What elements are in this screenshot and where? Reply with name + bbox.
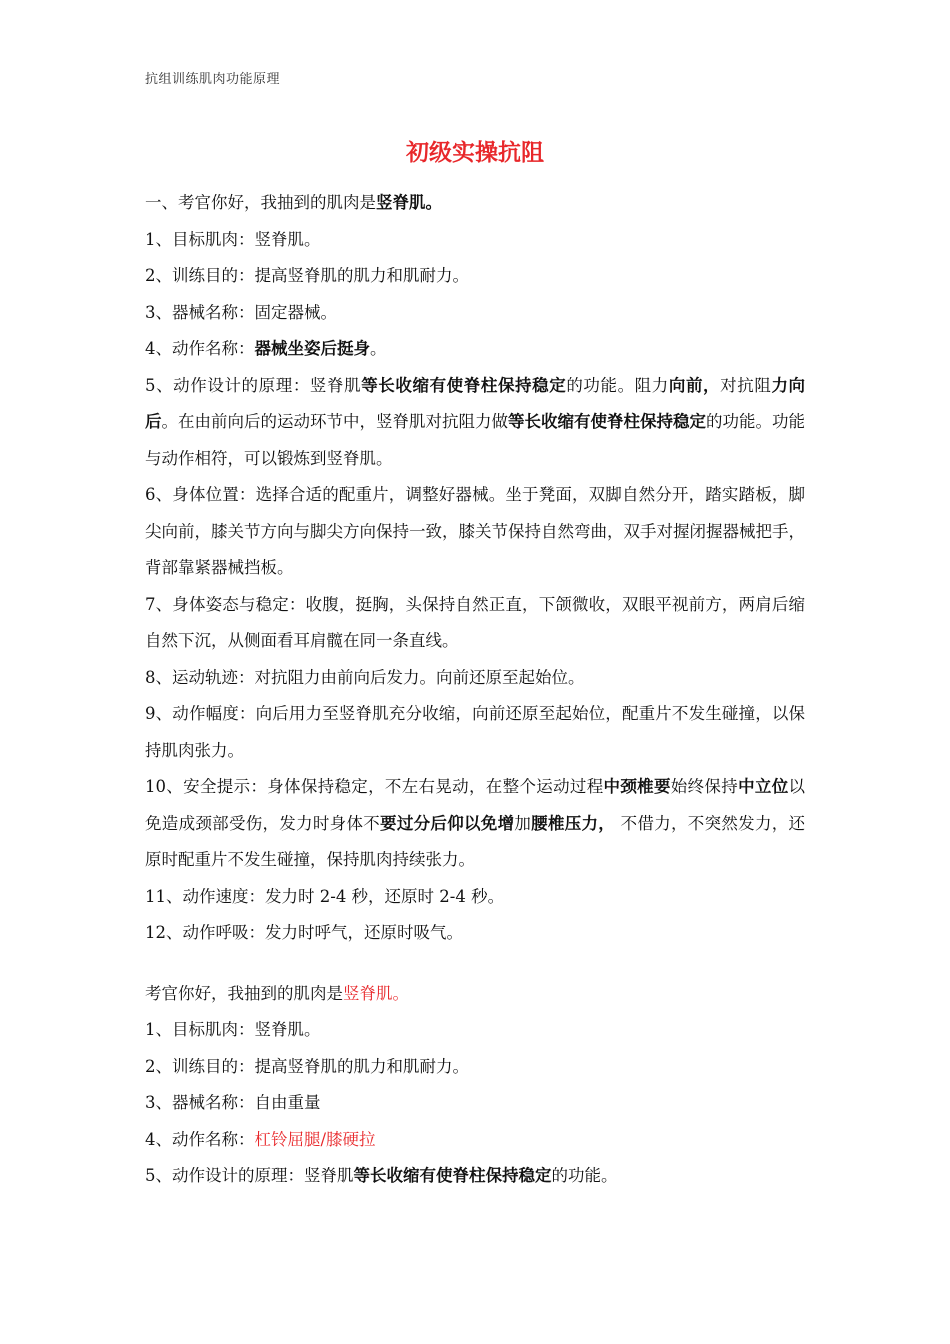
text-run: 的功能。阻力: [566, 375, 669, 395]
text-run: 一、考官你好，我抽到的肌肉是: [145, 193, 376, 212]
section1-item-12: 12、动作呼吸：发力时呼气，还原时吸气。: [145, 923, 463, 942]
section2-item-5: [145, 1158, 805, 1195]
page-title: 初级实操抗阻: [406, 139, 544, 166]
section1-item-4: [145, 331, 805, 368]
text-run: 4、动作名称：: [145, 1129, 255, 1149]
bold-run: 中立位: [738, 777, 789, 796]
bold-run: 等长收缩有使脊柱保持稳定: [353, 1166, 552, 1185]
text-run: 5、动作设计的原理：竖脊肌: [145, 1166, 354, 1185]
bold-run: 竖脊肌。: [376, 193, 442, 212]
section1-item-10: [145, 769, 805, 879]
text-run: 5、动作设计的原理：竖脊肌: [145, 375, 362, 395]
section1-item-8: 8、运动轨迹：对抗阻力由前向后发力。向前还原至起始位。: [145, 667, 585, 687]
section2-item-4: [145, 1122, 805, 1159]
section1-intro: [145, 185, 805, 222]
text-run: 4、动作名称：: [145, 339, 255, 358]
section2-item-3: 3、器械名称：自由重量: [145, 1093, 321, 1112]
page-header: 抗组训练肌肉功能原理: [145, 72, 281, 87]
bold-run: 向前，: [668, 375, 721, 395]
section1-item-7: 7、身体姿态与稳定：收腹，挺胸，头保持自然正直，下颌微收，双眼平视前方，两肩后缩自然下沉，从侧面看耳肩髋在同一条直线。: [145, 594, 805, 650]
bold-run: 中颈椎要: [603, 777, 671, 796]
text-run: 10、安全提示：身体保持稳定，不左右晃动，在整个运动过程: [145, 777, 604, 796]
section1-item-5: [145, 368, 805, 478]
text-run: 加: [514, 813, 532, 833]
bold-run: 器械坐姿后挺身: [254, 339, 370, 358]
bold-run: 要过分后仰以免增: [380, 813, 515, 833]
text-run: 考官你好，我抽到的肌肉是: [145, 983, 343, 1003]
section-gap: [145, 952, 805, 976]
section1-item-9: 9、动作幅度：向后用力至竖脊肌充分收缩，向前还原至起始位，配重片不发生碰撞，以保持肌肉张力。: [145, 704, 805, 760]
red-run: 竖脊肌。: [343, 983, 409, 1003]
text-run: 以免造成颈部受伤，发力时身体不: [145, 777, 806, 833]
text-run: 始终保持: [670, 777, 739, 796]
section1-item-6: 6、身体位置：选择合适的配重片，调整好器械。坐于凳面，双脚自然分开，踏实踏板，脚尖向前，膝关节方向与脚尖方向保持一致，膝关节保持自然弯曲，双手对握闭握器械把手，背部靠紧器械挡板。: [145, 485, 805, 577]
bold-run: 力向后: [145, 375, 806, 431]
document-body: [145, 185, 805, 1195]
text-run: 的功能。: [551, 1166, 618, 1185]
section2-intro: [145, 976, 805, 1013]
section1-item-3: 3、器械名称：固定器械。: [145, 302, 337, 322]
text-run: 不借力，不突然发力，还原时配重片不发生碰撞，保持肌肉持续张力。: [145, 813, 806, 869]
section2-item-1: 1、目标肌肉：竖脊肌。: [145, 1020, 321, 1039]
text-run: 。在由前向后的运动环节中，竖脊肌对抗阻力做: [161, 412, 508, 431]
section2-item-2: 2、训练目的：提高竖脊肌的肌力和肌耐力。: [145, 1056, 469, 1076]
bold-run: 等长收缩有使脊柱保持稳定: [508, 412, 706, 431]
bold-run: 等长收缩有使脊柱保持稳定: [361, 375, 567, 395]
section1-item-1: 1、目标肌肉：竖脊肌。: [145, 229, 321, 249]
text-run: 的功能。功能与动作相符，可以锻炼到竖脊肌。: [145, 412, 805, 468]
bold-run: 腰椎压力，: [531, 813, 616, 833]
text-run: 。: [370, 339, 387, 358]
text-run: 对抗阻: [720, 375, 772, 395]
red-run: 杠铃屈腿/膝硬拉: [254, 1129, 376, 1149]
section1-item-2: 2、训练目的：提高竖脊肌的肌力和肌耐力。: [145, 266, 469, 285]
section1-item-11: 11、动作速度：发力时 2-4 秒，还原时 2-4 秒。: [145, 886, 505, 906]
